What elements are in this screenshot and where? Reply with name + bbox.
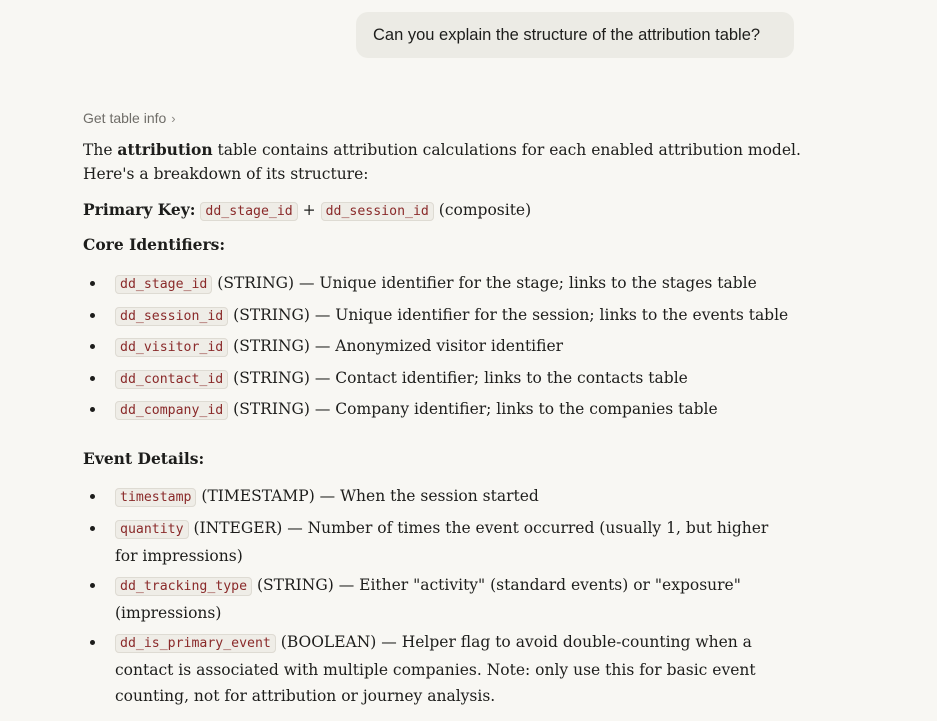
list-item: dd_stage_id (STRING) — Unique identifier for the stage; links to the stages table (83, 270, 788, 302)
bullet-icon (90, 313, 95, 318)
column-code: dd_session_id (115, 307, 228, 326)
list-item: dd_tracking_type (STRING) — Either "activity" (standard events) or "exposure" (impressions) (83, 572, 785, 629)
pk-column-code: dd_stage_id (200, 202, 297, 221)
primary-key-label: Primary Key: (83, 200, 196, 219)
user-message-bubble (356, 12, 794, 58)
column-code: quantity (115, 520, 189, 539)
get-table-info-toggle[interactable] (83, 108, 176, 129)
list-item: quantity (INTEGER) — Number of times the event occurred (usually 1, but higher for impressions) (83, 515, 785, 572)
tool-call-label: Get table info (83, 110, 167, 126)
primary-key-line: Primary Key: dd_stage_id + dd_session_id (composite) (83, 200, 532, 219)
list-item: dd_visitor_id (STRING) — Anonymized visitor identifier (83, 333, 788, 365)
table-name: attribution (117, 140, 213, 159)
list-item: dd_is_primary_event (BOOLEAN) — Helper flag to avoid double-counting when a contact is associated with multiple companies. Note: only use this for basic event counting, not for attribution or journey analysis. (83, 629, 785, 687)
bullet-icon (90, 640, 95, 645)
bullet-icon (90, 407, 95, 412)
core-identifiers-list (83, 270, 788, 428)
bullet-icon (90, 281, 95, 286)
column-code: dd_company_id (115, 401, 228, 420)
list-item: dd_company_id (STRING) — Company identifier; links to the companies table (83, 396, 788, 428)
bullet-icon (90, 376, 95, 381)
bullet-icon (90, 494, 95, 499)
bullet-icon (90, 583, 95, 588)
list-item: dd_session_id (STRING) — Unique identifier for the session; links to the events table (83, 302, 788, 334)
bullet-icon (90, 344, 95, 349)
intro-paragraph: The attribution table contains attribution calculations for each enabled attribution model. Here's a breakdown of its structure: (83, 140, 801, 183)
core-identifiers-heading: Core Identifiers: (83, 235, 226, 254)
column-code: dd_visitor_id (115, 338, 228, 357)
column-code: dd_tracking_type (115, 577, 252, 596)
event-details-list (83, 483, 785, 705)
column-code: dd_is_primary_event (115, 634, 276, 653)
column-code: dd_contact_id (115, 370, 228, 389)
column-code: dd_stage_id (115, 275, 212, 294)
user-message-text: Can you explain the structure of the attribution table? (373, 26, 761, 44)
event-details-heading: Event Details: (83, 449, 205, 468)
pk-column-code: dd_session_id (321, 202, 434, 221)
chevron-right-icon: › (171, 111, 176, 126)
list-item: timestamp (TIMESTAMP) — When the session started (83, 483, 785, 515)
bullet-icon (90, 526, 95, 531)
column-code: timestamp (115, 488, 196, 507)
list-item: dd_contact_id (STRING) — Contact identifier; links to the contacts table (83, 365, 788, 397)
